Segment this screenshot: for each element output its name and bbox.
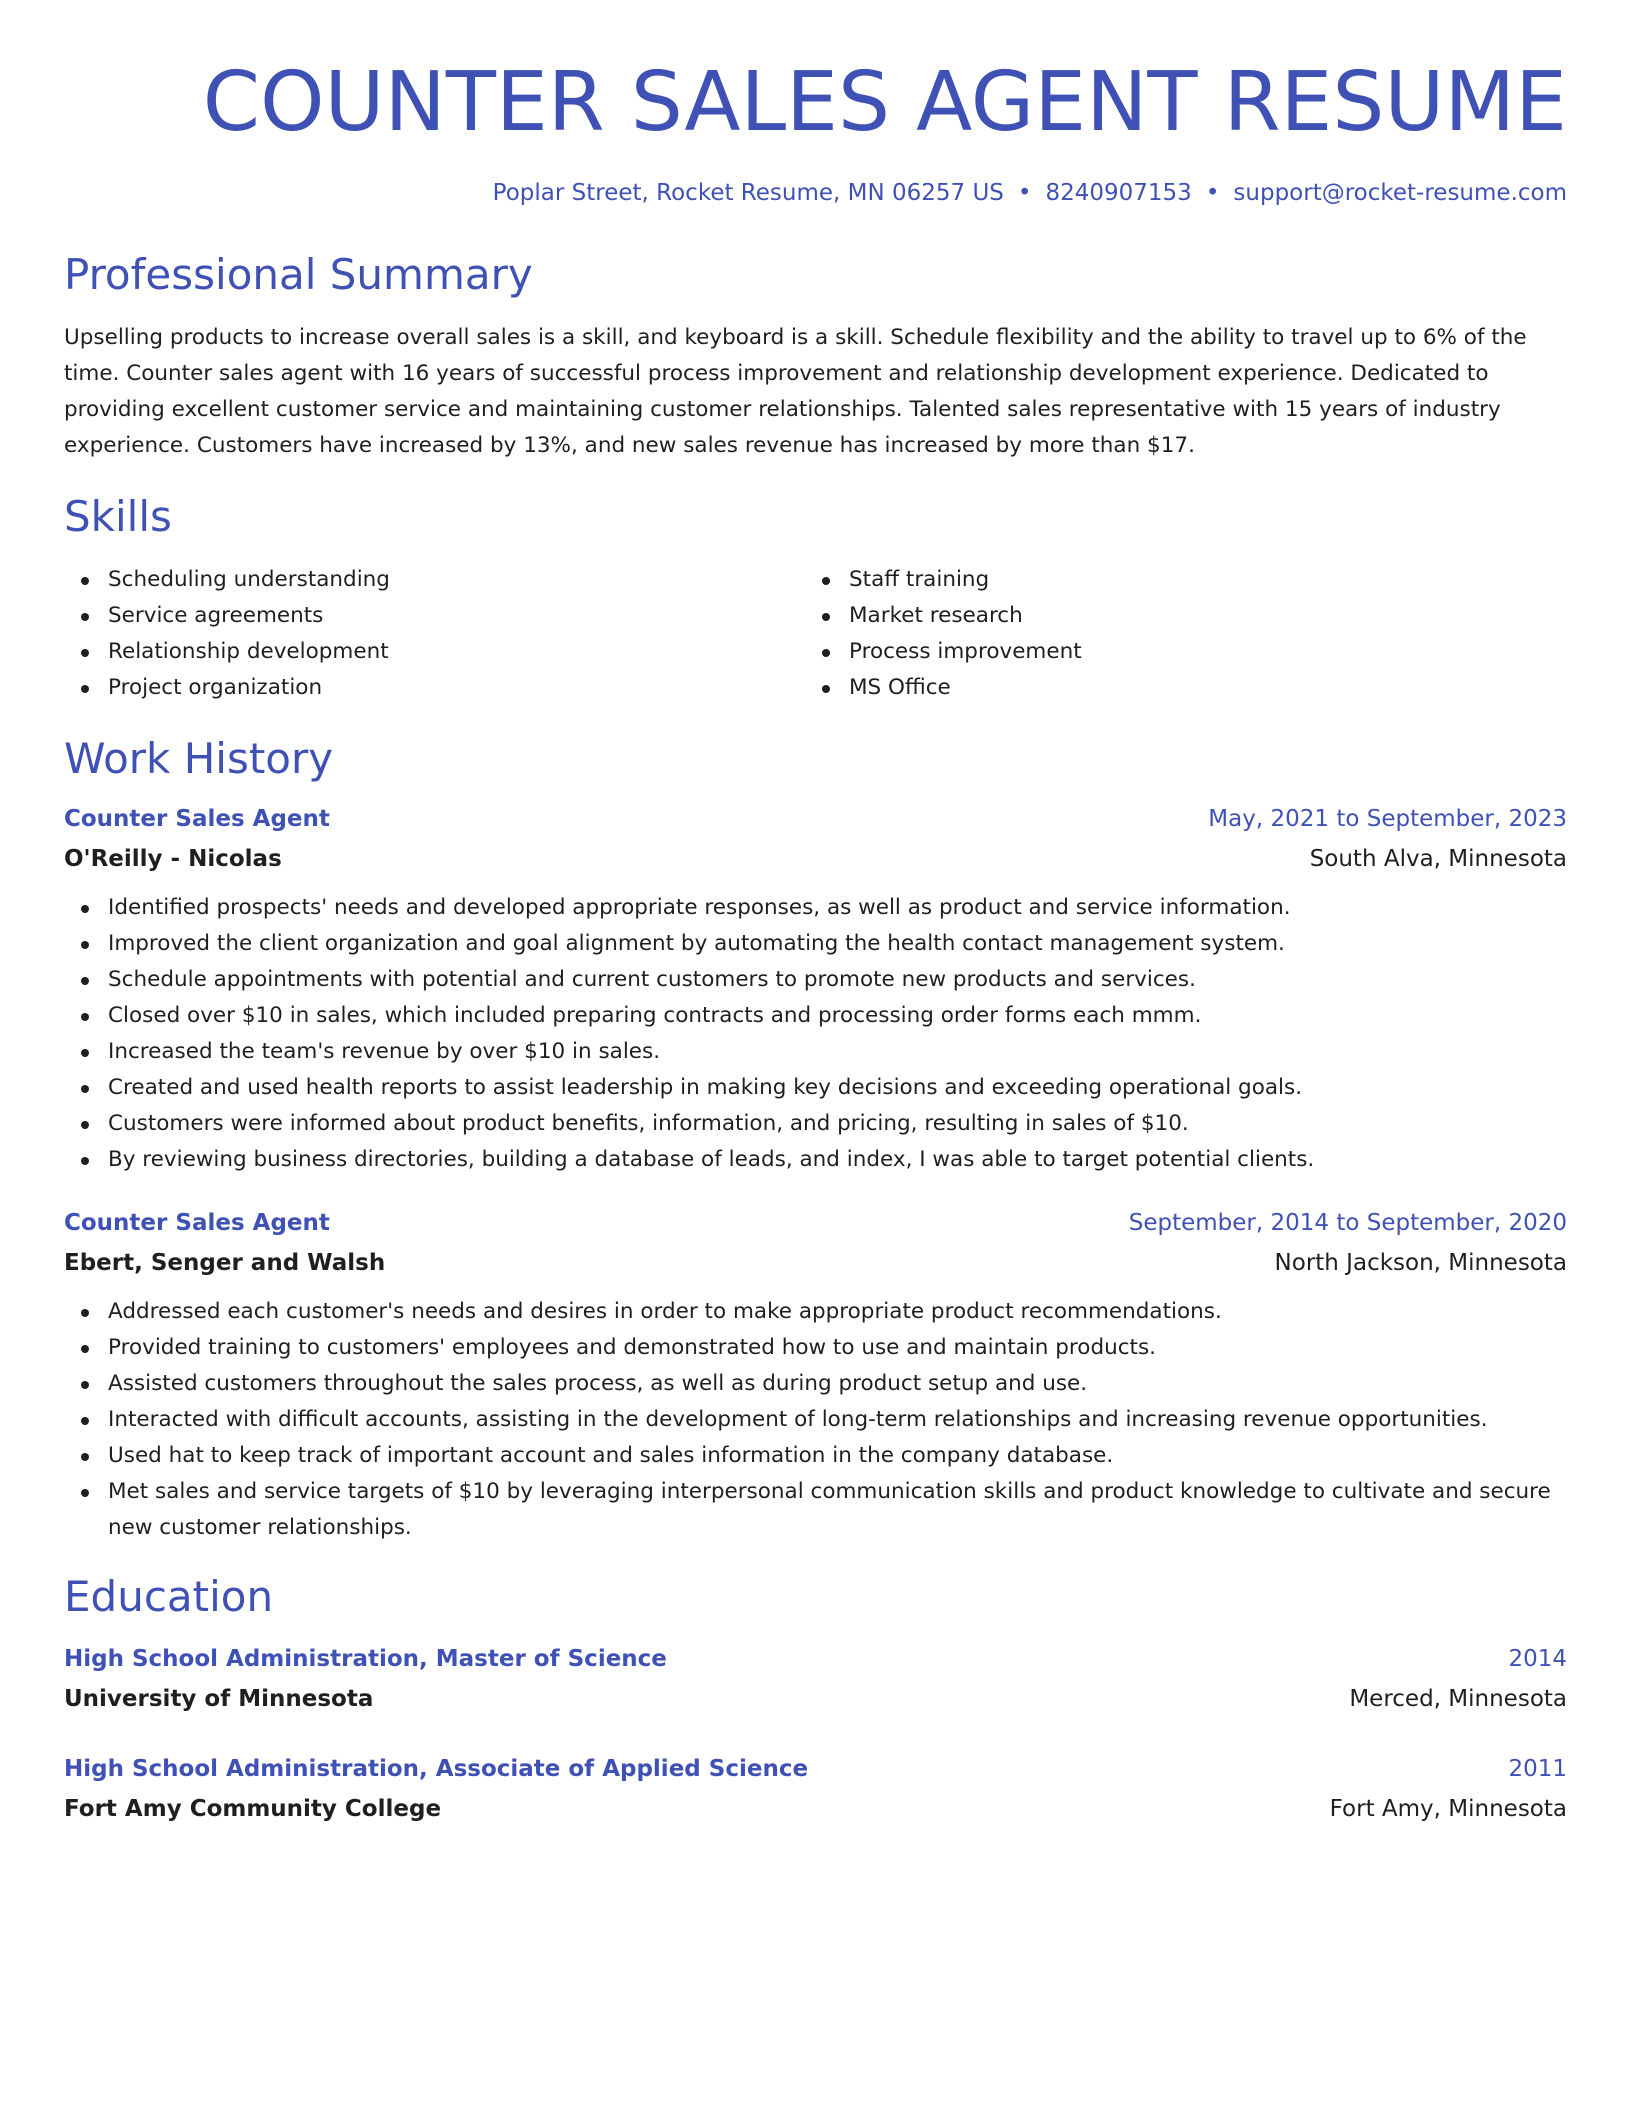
skill-item: Project organization [64, 670, 805, 706]
job-role-row [64, 1208, 1567, 1238]
job-bullet: Assisted customers throughout the sales process, as well as during product setup and use. [64, 1366, 1567, 1402]
job-role: Counter Sales Agent [64, 806, 330, 833]
skill-item: Market research [805, 598, 1546, 634]
skill-item: MS Office [805, 670, 1546, 706]
education-school: Fort Amy Community College [64, 1796, 442, 1823]
job-bullet: Customers were informed about product benefits, information, and pricing, resulting in sales of $10. [64, 1106, 1567, 1142]
job-company-row [64, 844, 1567, 874]
summary-heading: Professional Summary [64, 249, 533, 299]
job-dates: September, 2014 to September, 2020 [1128, 1210, 1567, 1237]
contact-address: Poplar Street, Rocket Resume, MN 06257 US [492, 180, 1004, 206]
job-bullet: Provided training to customers' employees and demonstrated how to use and maintain products. [64, 1330, 1567, 1366]
job-bullet: Improved the client organization and goal alignment by automating the health contact management system. [64, 926, 1567, 962]
job-company: O'Reilly - Nicolas [64, 846, 282, 873]
job-bullets [64, 890, 1567, 1178]
education-degree-row [64, 1644, 1567, 1674]
job-dates: May, 2021 to September, 2023 [1208, 806, 1567, 833]
skill-item: Relationship development [64, 634, 805, 670]
contact-separator: • [1205, 180, 1220, 206]
job-bullet: Used hat to keep track of important account and sales information in the company database. [64, 1438, 1567, 1474]
job-role-row [64, 804, 1567, 834]
job-bullet: Met sales and service targets of $10 by leveraging interpersonal communication skills and product knowledge to cultivate and secure new customer relationships. [64, 1474, 1567, 1546]
job-company-row [64, 1248, 1567, 1278]
summary-text: Upselling products to increase overall sales is a skill, and keyboard is a skill. Schedule flexibility and the ability to travel up to 6% of the time. Counter sales agent with 16 years of successful process improvement and relationship development experience. Dedicated to providing excellent customer service and maintaining customer relationships. Talented sales representative with 15 years of industry experience. Customers have increased by 13%, and new sales revenue has increased by more than $17. [64, 324, 1527, 458]
contact-phone: 8240907153 [1045, 180, 1192, 206]
skill-item: Scheduling understanding [64, 562, 805, 598]
job-location: South Alva, Minnesota [1309, 846, 1567, 873]
job-bullet: Closed over $10 in sales, which included preparing contracts and processing order forms each mmm. [64, 998, 1567, 1034]
education-school: University of Minnesota [64, 1686, 374, 1713]
work-history-heading: Work History [64, 733, 334, 783]
job-entry [64, 804, 1567, 1178]
contact-separator: • [1017, 180, 1032, 206]
education-location: Fort Amy, Minnesota [1329, 1796, 1567, 1823]
contact-email[interactable]: support@rocket-resume.com [1233, 180, 1567, 206]
skill-item: Process improvement [805, 634, 1546, 670]
skills-column-left [64, 562, 805, 706]
education-degree: High School Administration, Master of Science [64, 1646, 667, 1673]
skill-item: Service agreements [64, 598, 805, 634]
job-role: Counter Sales Agent [64, 1210, 330, 1237]
job-bullet: Schedule appointments with potential and current customers to promote new products and services. [64, 962, 1567, 998]
education-school-row [64, 1794, 1567, 1824]
job-bullet: Increased the team's revenue by over $10 in sales. [64, 1034, 1567, 1070]
resume-header [64, 55, 1567, 208]
education-location: Merced, Minnesota [1349, 1686, 1567, 1713]
skill-item: Staff training [805, 562, 1546, 598]
education-degree: High School Administration, Associate of Applied Science [64, 1756, 809, 1783]
job-bullets [64, 1294, 1567, 1546]
education-degree-row [64, 1754, 1567, 1784]
education-year: 2014 [1508, 1646, 1567, 1673]
skills-column-right [805, 562, 1546, 706]
job-company: Ebert, Senger and Walsh [64, 1250, 386, 1277]
education-entry [64, 1754, 1567, 1824]
job-bullet: Identified prospects' needs and developed appropriate responses, as well as product and service information. [64, 890, 1567, 926]
skills-heading: Skills [64, 491, 172, 541]
education-heading: Education [64, 1572, 274, 1622]
skills-list [64, 562, 1567, 706]
job-bullet: Addressed each customer's needs and desires in order to make appropriate product recommendations. [64, 1294, 1567, 1330]
education-school-row [64, 1684, 1567, 1714]
education-year: 2011 [1508, 1756, 1567, 1783]
resume-title: COUNTER SALES AGENT RESUME [202, 55, 1567, 150]
resume-page [64, 0, 1567, 1824]
job-bullet: Interacted with difficult accounts, assisting in the development of long-term relationships and increasing revenue opportunities. [64, 1402, 1567, 1438]
contact-line [64, 180, 1567, 208]
job-entry [64, 1208, 1567, 1546]
job-location: North Jackson, Minnesota [1274, 1250, 1567, 1277]
education-entry [64, 1644, 1567, 1714]
job-bullet: By reviewing business directories, building a database of leads, and index, I was able to target potential clients. [64, 1142, 1567, 1178]
job-bullet: Created and used health reports to assist leadership in making key decisions and exceeding operational goals. [64, 1070, 1567, 1106]
